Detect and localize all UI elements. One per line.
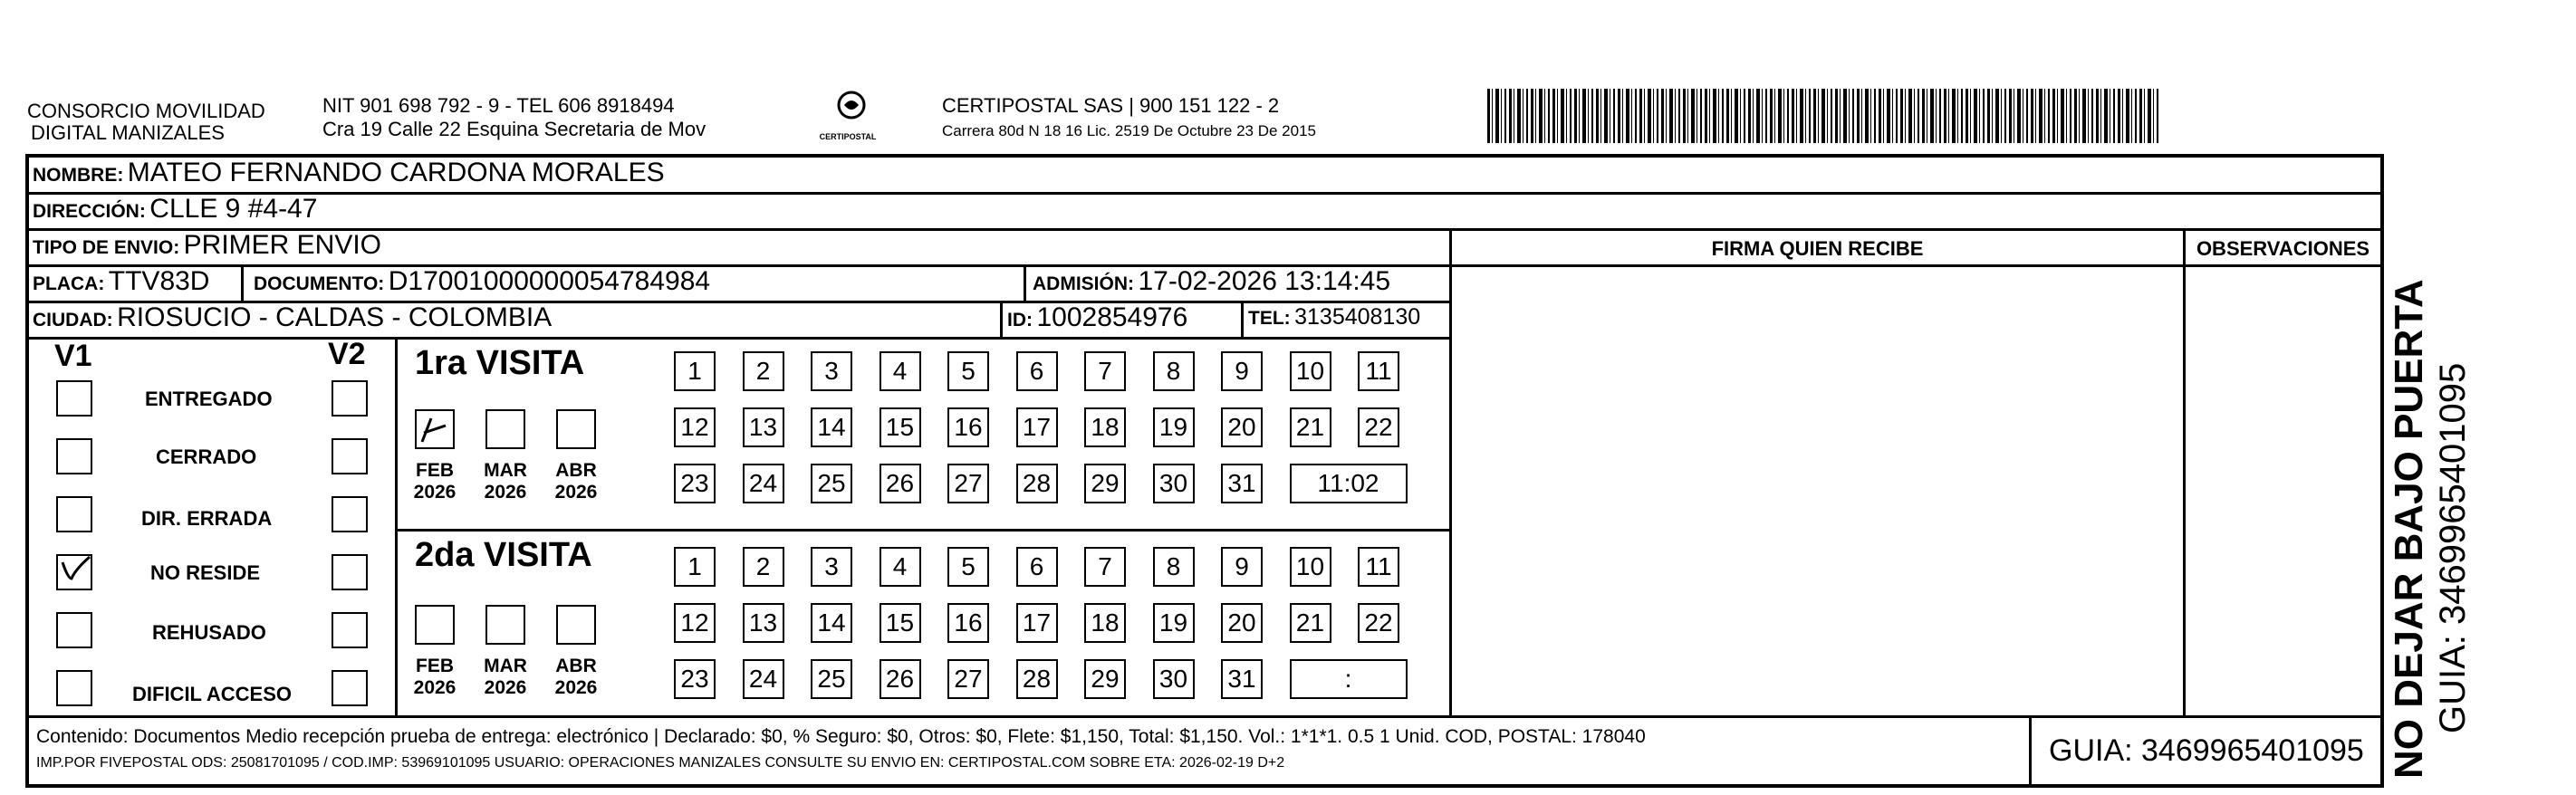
- day-box[interactable]: 18: [1084, 603, 1126, 643]
- day-box[interactable]: 2: [743, 547, 784, 587]
- day-box[interactable]: 22: [1358, 603, 1399, 643]
- day-box[interactable]: 10: [1290, 351, 1331, 391]
- no-dejar-text: NO DEJAR BAJO PUERTA: [2387, 279, 2431, 779]
- id-row: [1007, 302, 1187, 333]
- company-name-line2: DIGITAL MANIZALES: [31, 121, 225, 144]
- status-label: CERRADO: [156, 445, 257, 468]
- v2-label: V2: [328, 337, 366, 371]
- nit-line: NIT 901 698 792 - 9 - TEL 606 8918494: [322, 94, 675, 117]
- day-box[interactable]: 2: [743, 351, 784, 391]
- frame-right: [2380, 154, 2384, 788]
- certipostal-logo-icon: [833, 89, 870, 125]
- day-box[interactable]: 11: [1358, 547, 1399, 587]
- day-box[interactable]: 4: [879, 351, 921, 391]
- month-checkbox[interactable]: [556, 605, 596, 645]
- first-visit-title: 1ra VISITA: [415, 344, 585, 382]
- month-label: ABR 2026: [554, 460, 598, 503]
- id-divider: [1000, 301, 1003, 337]
- status-label: NO RESIDE: [150, 561, 261, 584]
- v2-checkbox[interactable]: [332, 380, 368, 417]
- v1-checkbox[interactable]: [56, 612, 92, 648]
- direccion-row: [33, 194, 317, 225]
- documento-value: D17001000000054784984: [388, 266, 711, 296]
- day-box[interactable]: 26: [879, 659, 921, 699]
- day-box[interactable]: 3: [811, 351, 852, 391]
- day-box[interactable]: 17: [1016, 603, 1058, 643]
- day-box[interactable]: 29: [1084, 464, 1126, 503]
- ciudad-label: CIUDAD:: [33, 310, 113, 330]
- side-text: [2386, 279, 2473, 779]
- v2-checkbox[interactable]: [332, 496, 368, 532]
- address-line: Cra 19 Calle 22 Esquina Secretaria de Mov: [322, 118, 706, 140]
- day-box[interactable]: 19: [1153, 603, 1195, 643]
- side-guia-text: GUIA: 3469965401095: [2433, 362, 2473, 733]
- status-label: DIR. ERRADA: [141, 507, 273, 530]
- v1-checkbox-checked[interactable]: [56, 554, 92, 590]
- v1-label: V1: [54, 339, 92, 373]
- day-box[interactable]: 11: [1358, 351, 1399, 391]
- id-value: 1002854976: [1036, 302, 1188, 332]
- row-line-3b: [1449, 264, 2384, 267]
- day-box[interactable]: 7: [1084, 351, 1126, 391]
- day-box[interactable]: 5: [947, 547, 989, 587]
- tel-label: TEL:: [1248, 308, 1291, 329]
- tipo-envio-row: [33, 230, 381, 261]
- row-line-5: [25, 337, 1449, 340]
- day-box[interactable]: 27: [947, 464, 989, 503]
- day-box[interactable]: 9: [1221, 351, 1263, 391]
- day-box[interactable]: 3: [811, 547, 852, 587]
- day-box[interactable]: 28: [1016, 464, 1058, 503]
- day-box[interactable]: 12: [674, 603, 716, 643]
- day-box[interactable]: 31: [1221, 464, 1263, 503]
- direccion-label: DIRECCIÓN:: [33, 201, 146, 222]
- day-box[interactable]: 18: [1084, 407, 1126, 447]
- month-checkbox[interactable]: [485, 605, 525, 645]
- carrier-address: Carrera 80d N 18 16 Lic. 2519 De Octubre 23 De 2015: [942, 122, 1316, 139]
- day-box[interactable]: 24: [743, 464, 784, 503]
- nombre-label: NOMBRE:: [33, 165, 124, 186]
- v1-checkbox[interactable]: [56, 380, 92, 417]
- day-box[interactable]: 27: [947, 659, 989, 699]
- admision-row: [1033, 266, 1390, 297]
- v1-checkbox[interactable]: [56, 670, 92, 706]
- logo-text: CERTIPOSTAL: [819, 132, 877, 141]
- visit-divider: [395, 529, 1449, 532]
- v2-checkbox[interactable]: [332, 554, 368, 590]
- observaciones-header: OBSERVACIONES: [2196, 237, 2370, 260]
- barcode: [1487, 89, 2161, 143]
- tel-divider: [1241, 301, 1244, 337]
- firma-col-left: [1449, 228, 1452, 717]
- status-label: REHUSADO: [152, 621, 266, 644]
- firma-header: FIRMA QUIEN RECIBE: [1711, 237, 1924, 260]
- day-box[interactable]: 23: [674, 464, 716, 503]
- day-box[interactable]: 8: [1153, 351, 1195, 391]
- day-box[interactable]: 21: [1290, 603, 1331, 643]
- day-box[interactable]: 13: [743, 603, 784, 643]
- day-box[interactable]: 13: [743, 407, 784, 447]
- day-box[interactable]: 16: [947, 407, 989, 447]
- day-box[interactable]: 21: [1290, 407, 1331, 447]
- nombre-value: MATEO FERNANDO CARDONA MORALES: [127, 158, 665, 187]
- tel-row: [1248, 304, 1420, 330]
- direccion-value: CLLE 9 #4-47: [149, 194, 318, 224]
- day-box[interactable]: 4: [879, 547, 921, 587]
- imp-text: IMP.POR FIVEPOSTAL ODS: 25081701095 / COD.IMP: 53969101095 USUARIO: OPERACIONES MANIZALES CONSULTE SU ENVIO EN: CERTIPOSTAL.COM SOBRE ETA: 2026-02-19 D+2: [36, 755, 1285, 771]
- day-box[interactable]: 26: [879, 464, 921, 503]
- status-label: ENTREGADO: [145, 388, 273, 410]
- admision-value: 17-02-2026 13:14:45: [1138, 266, 1391, 296]
- v1-checkbox[interactable]: [56, 496, 92, 532]
- ciudad-value: RIOSUCIO - CALDAS - COLOMBIA: [117, 302, 553, 332]
- day-box[interactable]: 30: [1153, 464, 1195, 503]
- day-box[interactable]: 17: [1016, 407, 1058, 447]
- day-box[interactable]: 22: [1358, 407, 1399, 447]
- v1-checkbox[interactable]: [56, 438, 92, 474]
- status-label: DIFICIL ACCESO: [132, 683, 293, 705]
- day-box[interactable]: 12: [674, 407, 716, 447]
- day-box[interactable]: 25: [811, 464, 852, 503]
- visit-time-box[interactable]: :: [1290, 659, 1408, 699]
- day-box[interactable]: 23: [674, 659, 716, 699]
- day-box[interactable]: 20: [1221, 603, 1263, 643]
- day-box[interactable]: 24: [743, 659, 784, 699]
- guia-footer-divider: [2029, 715, 2032, 786]
- month-label: FEB 2026: [413, 460, 457, 503]
- month-label: ABR 2026: [554, 656, 598, 698]
- tipo-envio-value: PRIMER ENVIO: [183, 230, 382, 260]
- day-box[interactable]: 6: [1016, 547, 1058, 587]
- day-box[interactable]: 1: [674, 547, 716, 587]
- contenido-text: Contenido: Documentos Medio recepción prueba de entrega: electrónico | Declarado: $0, % Seguro: $0, Otros: $0, Flete: $1,150, Total: $1,150. Vol.: 1*1*1. 0.5 1 Unid. COD, POSTAL: 178040: [36, 726, 1646, 747]
- placa-row: [33, 266, 209, 297]
- day-box[interactable]: 25: [811, 659, 852, 699]
- frame-left: [25, 154, 29, 788]
- day-box[interactable]: 10: [1290, 547, 1331, 587]
- day-box[interactable]: 30: [1153, 659, 1195, 699]
- day-box[interactable]: 7: [1084, 547, 1126, 587]
- day-box[interactable]: 19: [1153, 407, 1195, 447]
- day-box[interactable]: 15: [879, 407, 921, 447]
- admision-divider: [1024, 264, 1026, 301]
- tel-value: 3135408130: [1294, 304, 1421, 330]
- day-box[interactable]: 31: [1221, 659, 1263, 699]
- row-line-1: [25, 192, 2384, 195]
- placa-divider: [241, 264, 244, 301]
- month-checkbox-checked[interactable]: [415, 409, 455, 449]
- tipo-envio-label: TIPO DE ENVIO:: [33, 237, 180, 258]
- day-box[interactable]: 14: [811, 407, 852, 447]
- month-checkbox[interactable]: [485, 409, 525, 449]
- nombre-row: [33, 158, 665, 188]
- day-box[interactable]: 8: [1153, 547, 1195, 587]
- day-box[interactable]: 29: [1084, 659, 1126, 699]
- placa-value: TTV83D: [108, 266, 210, 296]
- documento-label: DOCUMENTO:: [254, 273, 385, 294]
- day-box[interactable]: 5: [947, 351, 989, 391]
- day-box[interactable]: 28: [1016, 659, 1058, 699]
- day-box[interactable]: 14: [811, 603, 852, 643]
- v2-checkbox[interactable]: [332, 438, 368, 474]
- month-label: MAR 2026: [484, 460, 527, 503]
- admision-label: ADMISIÓN:: [1033, 273, 1134, 294]
- checkmark-icon: [55, 553, 91, 589]
- day-box[interactable]: 9: [1221, 547, 1263, 587]
- v2-checkbox[interactable]: [332, 612, 368, 648]
- carrier-line: CERTIPOSTAL SAS | 900 151 122 - 2: [942, 94, 1280, 117]
- placa-label: PLACA:: [33, 273, 105, 294]
- documento-row: [254, 266, 710, 297]
- status-col-right: [395, 337, 398, 715]
- id-label: ID:: [1007, 310, 1033, 330]
- company-name-line1: CONSORCIO MOVILIDAD: [27, 100, 265, 122]
- month-checkbox[interactable]: [415, 605, 455, 645]
- day-box[interactable]: 1: [674, 351, 716, 391]
- day-box[interactable]: 6: [1016, 351, 1058, 391]
- day-box[interactable]: 16: [947, 603, 989, 643]
- day-box[interactable]: 20: [1221, 407, 1263, 447]
- month-label: MAR 2026: [484, 656, 527, 698]
- v2-checkbox[interactable]: [332, 670, 368, 706]
- month-checkbox[interactable]: [556, 409, 596, 449]
- day-box[interactable]: 15: [879, 603, 921, 643]
- visit-time-box[interactable]: 11:02: [1290, 464, 1408, 503]
- obs-col-left: [2183, 228, 2186, 717]
- month-label: FEB 2026: [413, 656, 457, 698]
- checkmark-icon: [415, 409, 455, 449]
- guia-footer: GUIA: 3469965401095: [2049, 733, 2364, 768]
- second-visit-title: 2da VISITA: [415, 536, 592, 574]
- ciudad-row: [33, 302, 552, 333]
